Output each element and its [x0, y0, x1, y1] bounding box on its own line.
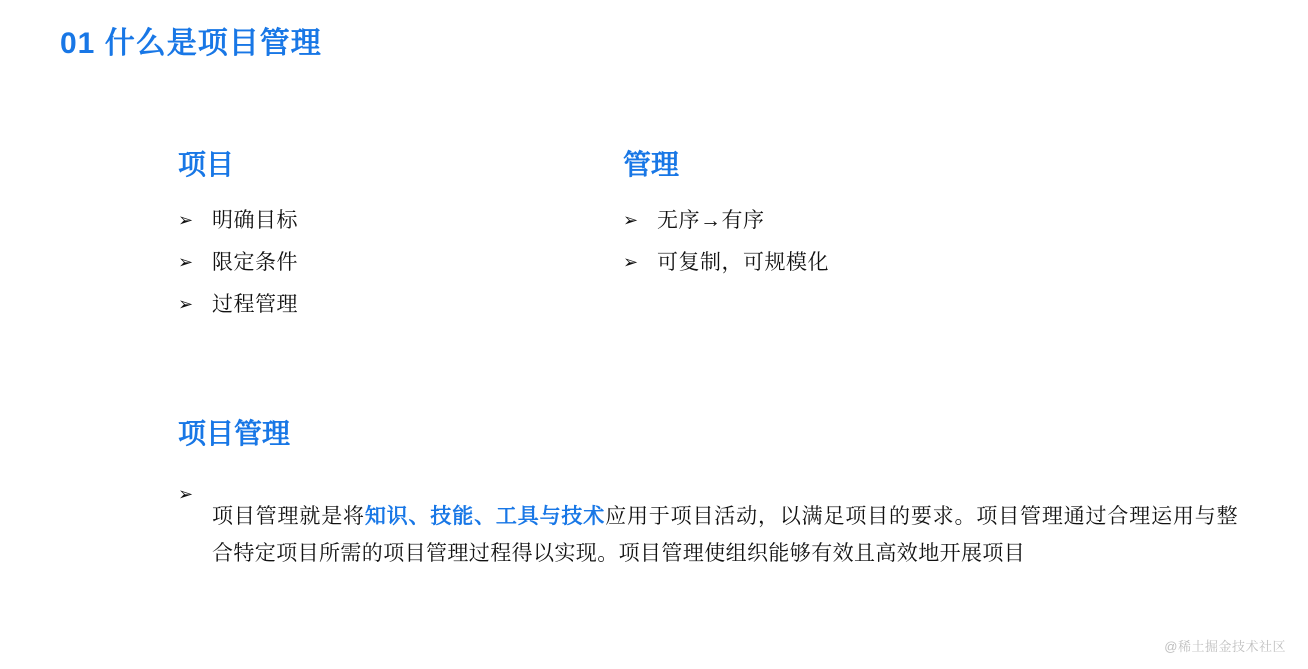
definition-paragraph [212, 499, 1238, 573]
paragraph-lead: 项目管理就是将 [212, 505, 365, 528]
list-item [178, 252, 623, 273]
arrow-bullet-icon: ➢ [623, 251, 639, 272]
page-title: 01 什么是项目管理 [60, 27, 322, 60]
list-item [178, 294, 623, 315]
list-item [178, 210, 623, 231]
column-management [623, 148, 1223, 336]
arrow-bullet-icon: ➢ [178, 293, 194, 314]
definition-paragraph-row [178, 478, 1238, 594]
arrow-bullet-icon: ➢ [178, 209, 194, 230]
paragraph-rest: 应用于项目活动，以满足项目的要求。项目管理通过合理运用与整合特定项目所需的项目管理过程得以实现。项目管理使组织能够有效且高效地开展项目 [212, 505, 1238, 565]
column-heading-project: 项目 [178, 149, 235, 180]
list-item-label: 明确目标 [212, 208, 298, 232]
list-item-label: 过程管理 [212, 292, 298, 316]
list-item-label: 可复制，可规模化 [657, 250, 829, 274]
arrow-bullet-icon: ➢ [178, 251, 194, 272]
watermark: @稀土掘金技术社区 [1164, 639, 1286, 654]
list-item-label: 限定条件 [212, 250, 298, 274]
column-project [178, 148, 623, 336]
arrow-bullet-icon: ➢ [623, 209, 639, 230]
section-heading-project-management: 项目管理 [178, 418, 291, 449]
list-item [623, 252, 1223, 273]
two-column-area [178, 148, 1258, 336]
arrow-bullet-icon: ➢ [178, 484, 194, 504]
paragraph-highlight: 知识、技能、工具与技术 [364, 505, 606, 528]
definition-section [178, 412, 1238, 594]
column-heading-management: 管理 [623, 149, 680, 180]
bullet-list-management [623, 210, 1223, 273]
bullet-list-project [178, 210, 623, 315]
list-item [623, 210, 1223, 231]
list-item-label: 无序→有序 [657, 208, 765, 232]
